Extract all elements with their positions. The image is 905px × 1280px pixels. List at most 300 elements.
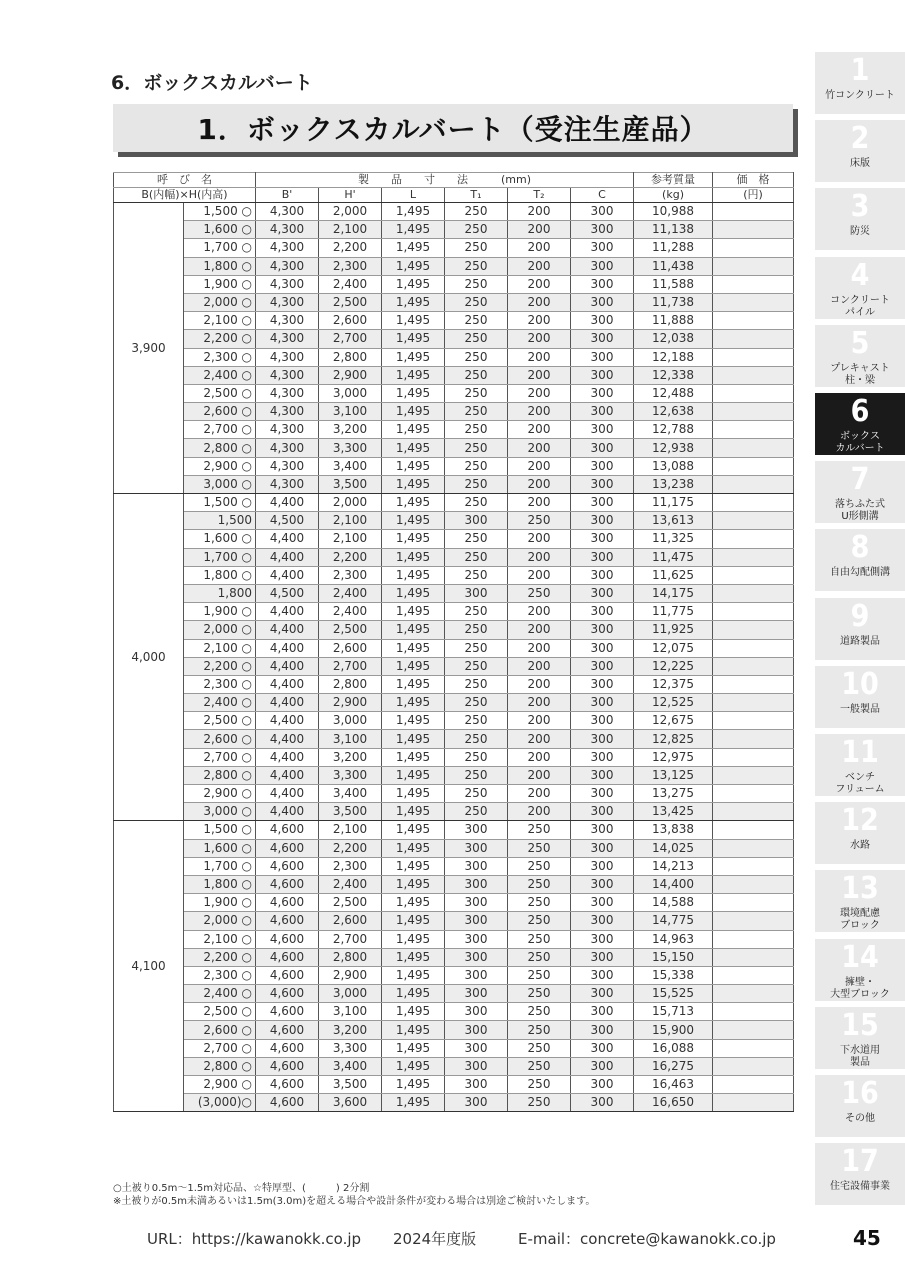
cell-t2: 250 — [508, 875, 571, 893]
table-row — [114, 312, 794, 330]
cell-h-prime: 2,800 — [319, 948, 382, 966]
cell-c: 300 — [571, 366, 634, 384]
tab-label: 竹コンクリート — [825, 90, 895, 101]
table-row — [114, 1076, 794, 1094]
cell-h-prime: 2,500 — [319, 621, 382, 639]
cell-t1: 250 — [445, 530, 508, 548]
cell-t2: 200 — [508, 421, 571, 439]
cell-weight: 12,488 — [634, 384, 713, 402]
cell-weight: 11,625 — [634, 566, 713, 584]
table-row — [114, 675, 794, 693]
cell-price — [713, 366, 794, 384]
cell-length: 1,495 — [382, 330, 445, 348]
cell-length: 1,495 — [382, 948, 445, 966]
tab-number: 2 — [850, 121, 870, 157]
cell-length: 1,495 — [382, 985, 445, 1003]
cell-length: 1,495 — [382, 530, 445, 548]
tab-label: 落ちふた式 — [835, 499, 885, 511]
group-width-cell: 3,900 — [114, 203, 184, 494]
cell-h-prime: 2,400 — [319, 275, 382, 293]
cell-t1: 250 — [445, 275, 508, 293]
table-row — [114, 203, 794, 221]
cell-t1: 300 — [445, 1094, 508, 1112]
tab-category-14[interactable] — [815, 939, 905, 1001]
cell-h-prime: 2,500 — [319, 894, 382, 912]
cell-length: 1,495 — [382, 875, 445, 893]
cell-inner-height: 2,400 ○ — [184, 366, 256, 384]
cell-price — [713, 766, 794, 784]
cell-b-prime: 4,300 — [256, 403, 319, 421]
cell-weight: 11,438 — [634, 257, 713, 275]
cell-c: 300 — [571, 730, 634, 748]
cell-t1: 300 — [445, 821, 508, 839]
cell-price — [713, 221, 794, 239]
cell-b-prime: 4,300 — [256, 421, 319, 439]
cell-c: 300 — [571, 912, 634, 930]
cell-c: 300 — [571, 257, 634, 275]
cell-c: 300 — [571, 748, 634, 766]
cell-inner-height: 2,500 ○ — [184, 1003, 256, 1021]
cell-inner-height: 2,400 ○ — [184, 694, 256, 712]
cell-c: 300 — [571, 348, 634, 366]
cell-price — [713, 293, 794, 311]
header-col-t1: T₁ — [445, 188, 508, 203]
cell-inner-height: 2,500 ○ — [184, 384, 256, 402]
cell-price — [713, 694, 794, 712]
tab-category-1[interactable] — [815, 52, 905, 114]
cell-price — [713, 275, 794, 293]
cell-length: 1,495 — [382, 366, 445, 384]
cell-weight: 12,788 — [634, 421, 713, 439]
tab-number: 14 — [841, 939, 879, 975]
table-row — [114, 475, 794, 493]
cell-price — [713, 912, 794, 930]
cell-b-prime: 4,600 — [256, 1003, 319, 1021]
cell-c: 300 — [571, 839, 634, 857]
cell-b-prime: 4,400 — [256, 675, 319, 693]
cell-c: 300 — [571, 475, 634, 493]
tab-number: 6 — [850, 394, 870, 429]
cell-inner-height: 2,200 ○ — [184, 330, 256, 348]
cell-t1: 250 — [445, 803, 508, 821]
table-row — [114, 421, 794, 439]
cell-b-prime: 4,400 — [256, 766, 319, 784]
cell-inner-height: 2,100 ○ — [184, 312, 256, 330]
cell-inner-height: 2,500 ○ — [184, 712, 256, 730]
cell-t2: 200 — [508, 439, 571, 457]
table-row — [114, 1003, 794, 1021]
cell-weight: 14,775 — [634, 912, 713, 930]
cell-price — [713, 530, 794, 548]
cell-h-prime: 2,600 — [319, 639, 382, 657]
cell-t1: 300 — [445, 1039, 508, 1057]
cell-t2: 250 — [508, 1094, 571, 1112]
cell-h-prime: 3,100 — [319, 730, 382, 748]
cell-weight: 13,275 — [634, 785, 713, 803]
cell-length: 1,495 — [382, 548, 445, 566]
cell-c: 300 — [571, 384, 634, 402]
cell-price — [713, 257, 794, 275]
cell-weight: 13,838 — [634, 821, 713, 839]
cell-c: 300 — [571, 1094, 634, 1112]
cell-t2: 250 — [508, 857, 571, 875]
cell-t1: 300 — [445, 512, 508, 530]
cell-t2: 200 — [508, 257, 571, 275]
cell-price — [713, 875, 794, 893]
cell-b-prime: 4,300 — [256, 293, 319, 311]
tab-number: 9 — [850, 598, 870, 634]
table-row — [114, 894, 794, 912]
cell-t2: 250 — [508, 966, 571, 984]
cell-inner-height: 2,800 ○ — [184, 1057, 256, 1075]
cell-c: 300 — [571, 530, 634, 548]
table-row — [114, 821, 794, 839]
cell-price — [713, 657, 794, 675]
cell-t1: 250 — [445, 221, 508, 239]
cell-t1: 300 — [445, 875, 508, 893]
tab-number: 11 — [841, 735, 879, 770]
cell-inner-height: 1,700 ○ — [184, 857, 256, 875]
cell-c: 300 — [571, 1021, 634, 1039]
cell-h-prime: 3,000 — [319, 712, 382, 730]
cell-t1: 250 — [445, 257, 508, 275]
cell-price — [713, 857, 794, 875]
cell-weight: 12,975 — [634, 748, 713, 766]
cell-weight: 16,463 — [634, 1076, 713, 1094]
cell-b-prime: 4,600 — [256, 912, 319, 930]
cell-t2: 200 — [508, 785, 571, 803]
cell-price — [713, 403, 794, 421]
tab-number: 12 — [841, 803, 879, 839]
cell-length: 1,495 — [382, 1021, 445, 1039]
cell-inner-height: 2,000 ○ — [184, 912, 256, 930]
cell-price — [713, 439, 794, 457]
cell-weight: 12,675 — [634, 712, 713, 730]
cell-t1: 300 — [445, 1076, 508, 1094]
cell-t1: 250 — [445, 293, 508, 311]
cell-t1: 250 — [445, 639, 508, 657]
tab-label: 大型ブロック — [830, 988, 890, 1000]
tab-label: 住宅設備事業 — [830, 1181, 890, 1193]
cell-b-prime: 4,500 — [256, 512, 319, 530]
cell-inner-height: 2,000 ○ — [184, 621, 256, 639]
cell-length: 1,495 — [382, 439, 445, 457]
cell-t1: 300 — [445, 839, 508, 857]
cell-t1: 250 — [445, 403, 508, 421]
cell-inner-height: 1,700 ○ — [184, 548, 256, 566]
cell-t1: 300 — [445, 1057, 508, 1075]
cell-h-prime: 2,000 — [319, 203, 382, 221]
header-price: 価 格 — [713, 173, 794, 188]
cell-h-prime: 3,400 — [319, 785, 382, 803]
cell-b-prime: 4,300 — [256, 366, 319, 384]
tab-category-17[interactable] — [815, 1143, 905, 1205]
cell-t2: 250 — [508, 985, 571, 1003]
cell-weight: 11,475 — [634, 548, 713, 566]
cell-price — [713, 621, 794, 639]
cell-price — [713, 494, 794, 512]
cell-b-prime: 4,300 — [256, 330, 319, 348]
cell-length: 1,495 — [382, 712, 445, 730]
cell-t2: 250 — [508, 1003, 571, 1021]
header-weight: 参考質量 — [634, 173, 713, 188]
table-row — [114, 403, 794, 421]
cell-h-prime: 2,400 — [319, 875, 382, 893]
cell-t1: 250 — [445, 239, 508, 257]
footnote: ○土被り0.5m～1.5m対応品、☆特厚型、( ) 2分割 — [113, 1183, 370, 1194]
cell-c: 300 — [571, 694, 634, 712]
cell-inner-height: 1,700 ○ — [184, 239, 256, 257]
cell-inner-height: 3,000 ○ — [184, 475, 256, 493]
cell-inner-height: 3,000 ○ — [184, 803, 256, 821]
cell-length: 1,495 — [382, 857, 445, 875]
cell-b-prime: 4,600 — [256, 1039, 319, 1057]
cell-weight: 10,988 — [634, 203, 713, 221]
tab-category-10[interactable] — [815, 666, 905, 728]
cell-price — [713, 1021, 794, 1039]
cell-price — [713, 803, 794, 821]
table-row — [114, 803, 794, 821]
table-row — [114, 766, 794, 784]
cell-t2: 250 — [508, 1021, 571, 1039]
cell-length: 1,495 — [382, 348, 445, 366]
header-col-t2: T₂ — [508, 188, 571, 203]
table-row — [114, 857, 794, 875]
cell-t2: 200 — [508, 366, 571, 384]
cell-weight: 15,338 — [634, 966, 713, 984]
cell-b-prime: 4,400 — [256, 803, 319, 821]
cell-h-prime: 3,600 — [319, 1094, 382, 1112]
tab-category-6[interactable] — [815, 393, 905, 455]
cell-inner-height: 2,700 ○ — [184, 1039, 256, 1057]
cell-inner-height: 2,800 ○ — [184, 439, 256, 457]
cell-inner-height: 2,400 ○ — [184, 985, 256, 1003]
cell-c: 300 — [571, 275, 634, 293]
cell-b-prime: 4,600 — [256, 1094, 319, 1112]
table-row — [114, 548, 794, 566]
table-row — [114, 1057, 794, 1075]
cell-c: 300 — [571, 875, 634, 893]
cell-price — [713, 1057, 794, 1075]
cell-c: 300 — [571, 766, 634, 784]
cell-t1: 250 — [445, 566, 508, 584]
cell-t1: 250 — [445, 457, 508, 475]
cell-t1: 300 — [445, 948, 508, 966]
cell-price — [713, 639, 794, 657]
cell-inner-height: 2,200 ○ — [184, 657, 256, 675]
tab-number: 17 — [841, 1144, 879, 1180]
cell-weight: 11,738 — [634, 293, 713, 311]
cell-h-prime: 2,700 — [319, 930, 382, 948]
cell-t1: 300 — [445, 930, 508, 948]
cell-c: 300 — [571, 712, 634, 730]
cell-c: 300 — [571, 494, 634, 512]
tab-category-3[interactable] — [815, 188, 905, 250]
tab-category-12[interactable] — [815, 802, 905, 864]
cell-price — [713, 730, 794, 748]
cell-t2: 200 — [508, 621, 571, 639]
tab-number: 5 — [850, 325, 870, 361]
group-width-cell: 4,000 — [114, 494, 184, 821]
cell-length: 1,495 — [382, 203, 445, 221]
cell-t1: 300 — [445, 985, 508, 1003]
cell-inner-height: 2,000 ○ — [184, 293, 256, 311]
cell-h-prime: 3,300 — [319, 1039, 382, 1057]
cell-b-prime: 4,300 — [256, 239, 319, 257]
cell-t2: 200 — [508, 675, 571, 693]
cell-c: 300 — [571, 948, 634, 966]
cell-t2: 200 — [508, 803, 571, 821]
table-row — [114, 221, 794, 239]
cell-price — [713, 821, 794, 839]
cell-length: 1,495 — [382, 966, 445, 984]
page-footer — [0, 1228, 905, 1248]
cell-inner-height: 1,600 ○ — [184, 530, 256, 548]
cell-t1: 250 — [445, 439, 508, 457]
cell-price — [713, 512, 794, 530]
tab-category-8[interactable] — [815, 529, 905, 591]
cell-t1: 250 — [445, 694, 508, 712]
cell-t2: 200 — [508, 457, 571, 475]
cell-h-prime: 2,800 — [319, 675, 382, 693]
cell-weight: 11,888 — [634, 312, 713, 330]
cell-t1: 250 — [445, 312, 508, 330]
cell-b-prime: 4,400 — [256, 494, 319, 512]
tab-category-9[interactable] — [815, 598, 905, 660]
cell-length: 1,495 — [382, 494, 445, 512]
cell-t1: 250 — [445, 712, 508, 730]
cell-h-prime: 2,200 — [319, 239, 382, 257]
cell-weight: 13,425 — [634, 803, 713, 821]
cell-b-prime: 4,600 — [256, 966, 319, 984]
tab-category-4[interactable] — [815, 257, 905, 319]
table-row — [114, 584, 794, 602]
cell-c: 300 — [571, 312, 634, 330]
cell-t1: 250 — [445, 603, 508, 621]
cell-t1: 250 — [445, 621, 508, 639]
table-row — [114, 1094, 794, 1112]
tab-number: 10 — [841, 666, 879, 702]
cell-h-prime: 2,500 — [319, 293, 382, 311]
cell-length: 1,495 — [382, 1076, 445, 1094]
cell-b-prime: 4,300 — [256, 257, 319, 275]
cell-t1: 250 — [445, 366, 508, 384]
cell-b-prime: 4,300 — [256, 221, 319, 239]
cell-b-prime: 4,400 — [256, 566, 319, 584]
cell-b-prime: 4,600 — [256, 857, 319, 875]
cell-price — [713, 603, 794, 621]
cell-t2: 250 — [508, 584, 571, 602]
page-title: 1．ボックスカルバート（受注生産品） — [197, 113, 709, 146]
footer-url[interactable]: URL：https://kawanokk.co.jp — [147, 1230, 362, 1248]
cell-c: 300 — [571, 857, 634, 875]
cell-b-prime: 4,400 — [256, 530, 319, 548]
cell-t1: 300 — [445, 966, 508, 984]
cell-b-prime: 4,600 — [256, 875, 319, 893]
cell-c: 300 — [571, 584, 634, 602]
cell-t2: 200 — [508, 330, 571, 348]
cell-b-prime: 4,600 — [256, 948, 319, 966]
tab-label: 環境配慮 — [840, 908, 880, 920]
cell-b-prime: 4,600 — [256, 985, 319, 1003]
cell-c: 300 — [571, 1076, 634, 1094]
cell-price — [713, 584, 794, 602]
tab-label: ベンチ — [845, 772, 875, 783]
tab-number: 13 — [841, 871, 879, 907]
cell-t2: 250 — [508, 1039, 571, 1057]
cell-inner-height: 1,600 ○ — [184, 221, 256, 239]
cell-length: 1,495 — [382, 803, 445, 821]
cell-weight: 13,613 — [634, 512, 713, 530]
cell-t2: 250 — [508, 948, 571, 966]
section-title: 6．ボックスカルバート — [111, 72, 313, 94]
spec-table — [113, 172, 794, 1112]
cell-inner-height: 2,600 ○ — [184, 403, 256, 421]
cell-h-prime: 3,500 — [319, 803, 382, 821]
cell-t1: 250 — [445, 475, 508, 493]
cell-c: 300 — [571, 621, 634, 639]
cell-weight: 15,713 — [634, 1003, 713, 1021]
cell-h-prime: 2,600 — [319, 912, 382, 930]
cell-weight: 12,375 — [634, 675, 713, 693]
cell-h-prime: 2,100 — [319, 821, 382, 839]
cell-t1: 300 — [445, 857, 508, 875]
tab-category-2[interactable] — [815, 120, 905, 182]
cell-t1: 250 — [445, 766, 508, 784]
tab-category-13[interactable] — [815, 870, 905, 932]
cell-inner-height: 2,300 ○ — [184, 348, 256, 366]
cell-c: 300 — [571, 1003, 634, 1021]
tab-label: カルバート — [835, 443, 885, 454]
table-row — [114, 1039, 794, 1057]
tab-category-15[interactable] — [815, 1007, 905, 1069]
tab-category-7[interactable] — [815, 461, 905, 523]
header-name-sub: B(内幅)×H(内高) — [114, 188, 256, 203]
cell-t2: 250 — [508, 1057, 571, 1075]
cell-t2: 200 — [508, 384, 571, 402]
tab-category-5[interactable] — [815, 325, 905, 387]
cell-c: 300 — [571, 421, 634, 439]
header-price-unit: (円) — [713, 188, 794, 203]
cell-weight: 12,188 — [634, 348, 713, 366]
cell-inner-height: 1,500 ○ — [184, 821, 256, 839]
page-number: 45 — [853, 1226, 881, 1250]
tab-category-11[interactable] — [815, 734, 905, 796]
cell-h-prime: 3,000 — [319, 384, 382, 402]
tab-label: ブロック — [840, 920, 880, 932]
table-row — [114, 257, 794, 275]
cell-b-prime: 4,500 — [256, 584, 319, 602]
footer-email[interactable]: E-mail：concrete@kawanokk.co.jp — [518, 1230, 776, 1248]
tab-category-16[interactable] — [815, 1075, 905, 1137]
cell-length: 1,495 — [382, 1039, 445, 1057]
cell-t2: 200 — [508, 203, 571, 221]
cell-c: 300 — [571, 821, 634, 839]
cell-length: 1,495 — [382, 730, 445, 748]
cell-weight: 12,825 — [634, 730, 713, 748]
cell-inner-height: 2,900 ○ — [184, 1076, 256, 1094]
page-banner — [113, 104, 793, 152]
cell-t2: 200 — [508, 694, 571, 712]
table-row — [114, 293, 794, 311]
cell-b-prime: 4,300 — [256, 457, 319, 475]
cell-h-prime: 3,200 — [319, 421, 382, 439]
cell-t1: 250 — [445, 548, 508, 566]
cell-t2: 250 — [508, 839, 571, 857]
cell-c: 300 — [571, 985, 634, 1003]
cell-weight: 11,175 — [634, 494, 713, 512]
cell-length: 1,495 — [382, 657, 445, 675]
